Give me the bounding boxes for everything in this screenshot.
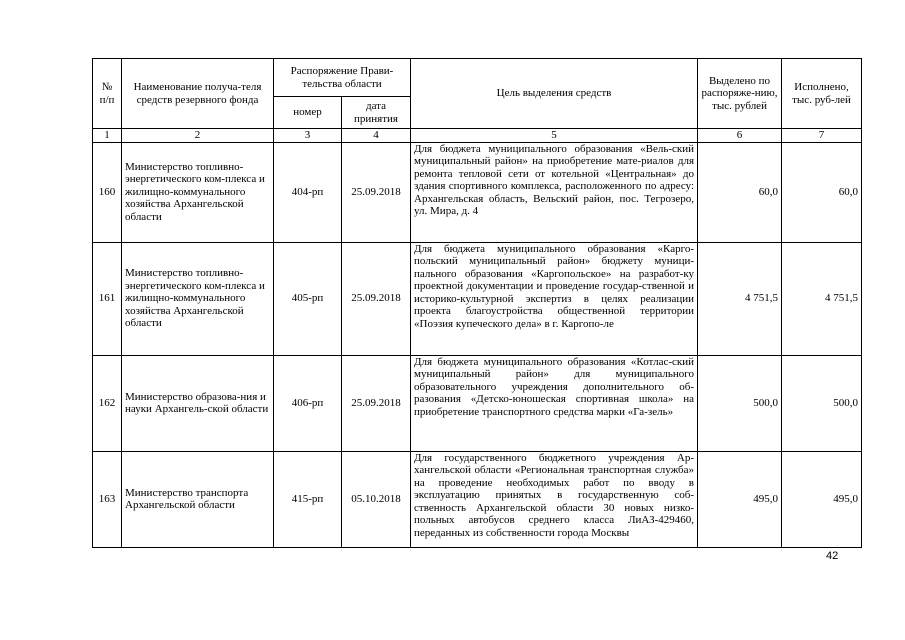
row-executed: 60,0 bbox=[782, 142, 862, 242]
row-allocated: 4 751,5 bbox=[698, 242, 782, 355]
row-num: 162 bbox=[93, 355, 122, 451]
header-order-group: Распоряжение Прави-тельства области bbox=[274, 59, 411, 97]
row-recipient: Министерство топливно-энергетического ком-плекса и жилищно-коммунального хозяйства Архангельской области bbox=[122, 142, 274, 242]
row-recipient: Министерство транспорта Архангельской области bbox=[122, 451, 274, 547]
row-order-date: 05.10.2018 bbox=[342, 451, 411, 547]
row-num: 163 bbox=[93, 451, 122, 547]
row-num: 161 bbox=[93, 242, 122, 355]
header-purpose: Цель выделения средств bbox=[411, 59, 698, 129]
reserve-fund-table bbox=[92, 58, 862, 548]
row-executed: 4 751,5 bbox=[782, 242, 862, 355]
row-order-date: 25.09.2018 bbox=[342, 355, 411, 451]
row-purpose: Для бюджета муниципального образования «Вель-ский муниципальный район» на приобретение мате-риалов для ремонта тепловой сети от котельной «Центральная» до здания спортивного комплекса, расположенного по адресу: Архангельская область, Вельский район, пос. Тегрозеро, ул. Мира, д. 4 bbox=[411, 142, 698, 242]
column-number: 2 bbox=[122, 129, 274, 143]
row-order-number: 406-рп bbox=[274, 355, 342, 451]
row-purpose: Для государственного бюджетного учреждения Ар-хангельской области «Региональная транспортная служба» на проведение необходимых работ по вводу в эксплуатацию принятых в государственную соб-ственность Архангельской области 30 новых низко-польных автобусов среднего класса ЛиАЗ-429460, переданных из собственности города Москвы bbox=[411, 451, 698, 547]
row-num: 160 bbox=[93, 142, 122, 242]
row-order-number: 404-рп bbox=[274, 142, 342, 242]
row-recipient: Министерство образова-ния и науки Архангель-ской области bbox=[122, 355, 274, 451]
row-allocated: 60,0 bbox=[698, 142, 782, 242]
header-order-number: номер bbox=[274, 97, 342, 129]
row-executed: 500,0 bbox=[782, 355, 862, 451]
table-row bbox=[93, 142, 862, 242]
row-allocated: 500,0 bbox=[698, 355, 782, 451]
column-number: 1 bbox=[93, 129, 122, 143]
header-executed: Исполнено, тыс. руб-лей bbox=[782, 59, 862, 129]
column-number: 4 bbox=[342, 129, 411, 143]
column-number: 3 bbox=[274, 129, 342, 143]
column-number: 5 bbox=[411, 129, 698, 143]
table-row bbox=[93, 451, 862, 547]
row-order-number: 415-рп bbox=[274, 451, 342, 547]
table-row bbox=[93, 355, 862, 451]
header-recipient: Наименование получа-теля средств резервного фонда bbox=[122, 59, 274, 129]
row-purpose: Для бюджета муниципального образования «Котлас-ский муниципальный район» для муниципального образовательного учреждения дополнительного об-разования «Детско-юношеская спортивная школа» на приобретение транспортного средства марки «Га-зель» bbox=[411, 355, 698, 451]
row-order-date: 25.09.2018 bbox=[342, 242, 411, 355]
page-number: 42 bbox=[826, 550, 839, 562]
column-number: 7 bbox=[782, 129, 862, 143]
row-allocated: 495,0 bbox=[698, 451, 782, 547]
row-executed: 495,0 bbox=[782, 451, 862, 547]
header-num: № п/п bbox=[93, 59, 122, 129]
row-purpose: Для бюджета муниципального образования «Карго-польский муниципальный район» бюджету муници-пального образования «Каргопольское» на разработ-ку проектной документации и проведение государ-ственной и историко-культурной экспертиз в целях реализации проекта благоустройства общественной территории «Поэзия купеческого дела» в г. Каргопо-ле bbox=[411, 242, 698, 355]
table-row bbox=[93, 242, 862, 355]
header-allocated: Выделено по распоряже-нию, тыс. рублей bbox=[698, 59, 782, 129]
column-number: 6 bbox=[698, 129, 782, 143]
row-order-number: 405-рп bbox=[274, 242, 342, 355]
row-order-date: 25.09.2018 bbox=[342, 142, 411, 242]
row-recipient: Министерство топливно-энергетического ком-плекса и жилищно-коммунального хозяйства Архангельской области bbox=[122, 242, 274, 355]
header-order-date: дата принятия bbox=[342, 97, 411, 129]
